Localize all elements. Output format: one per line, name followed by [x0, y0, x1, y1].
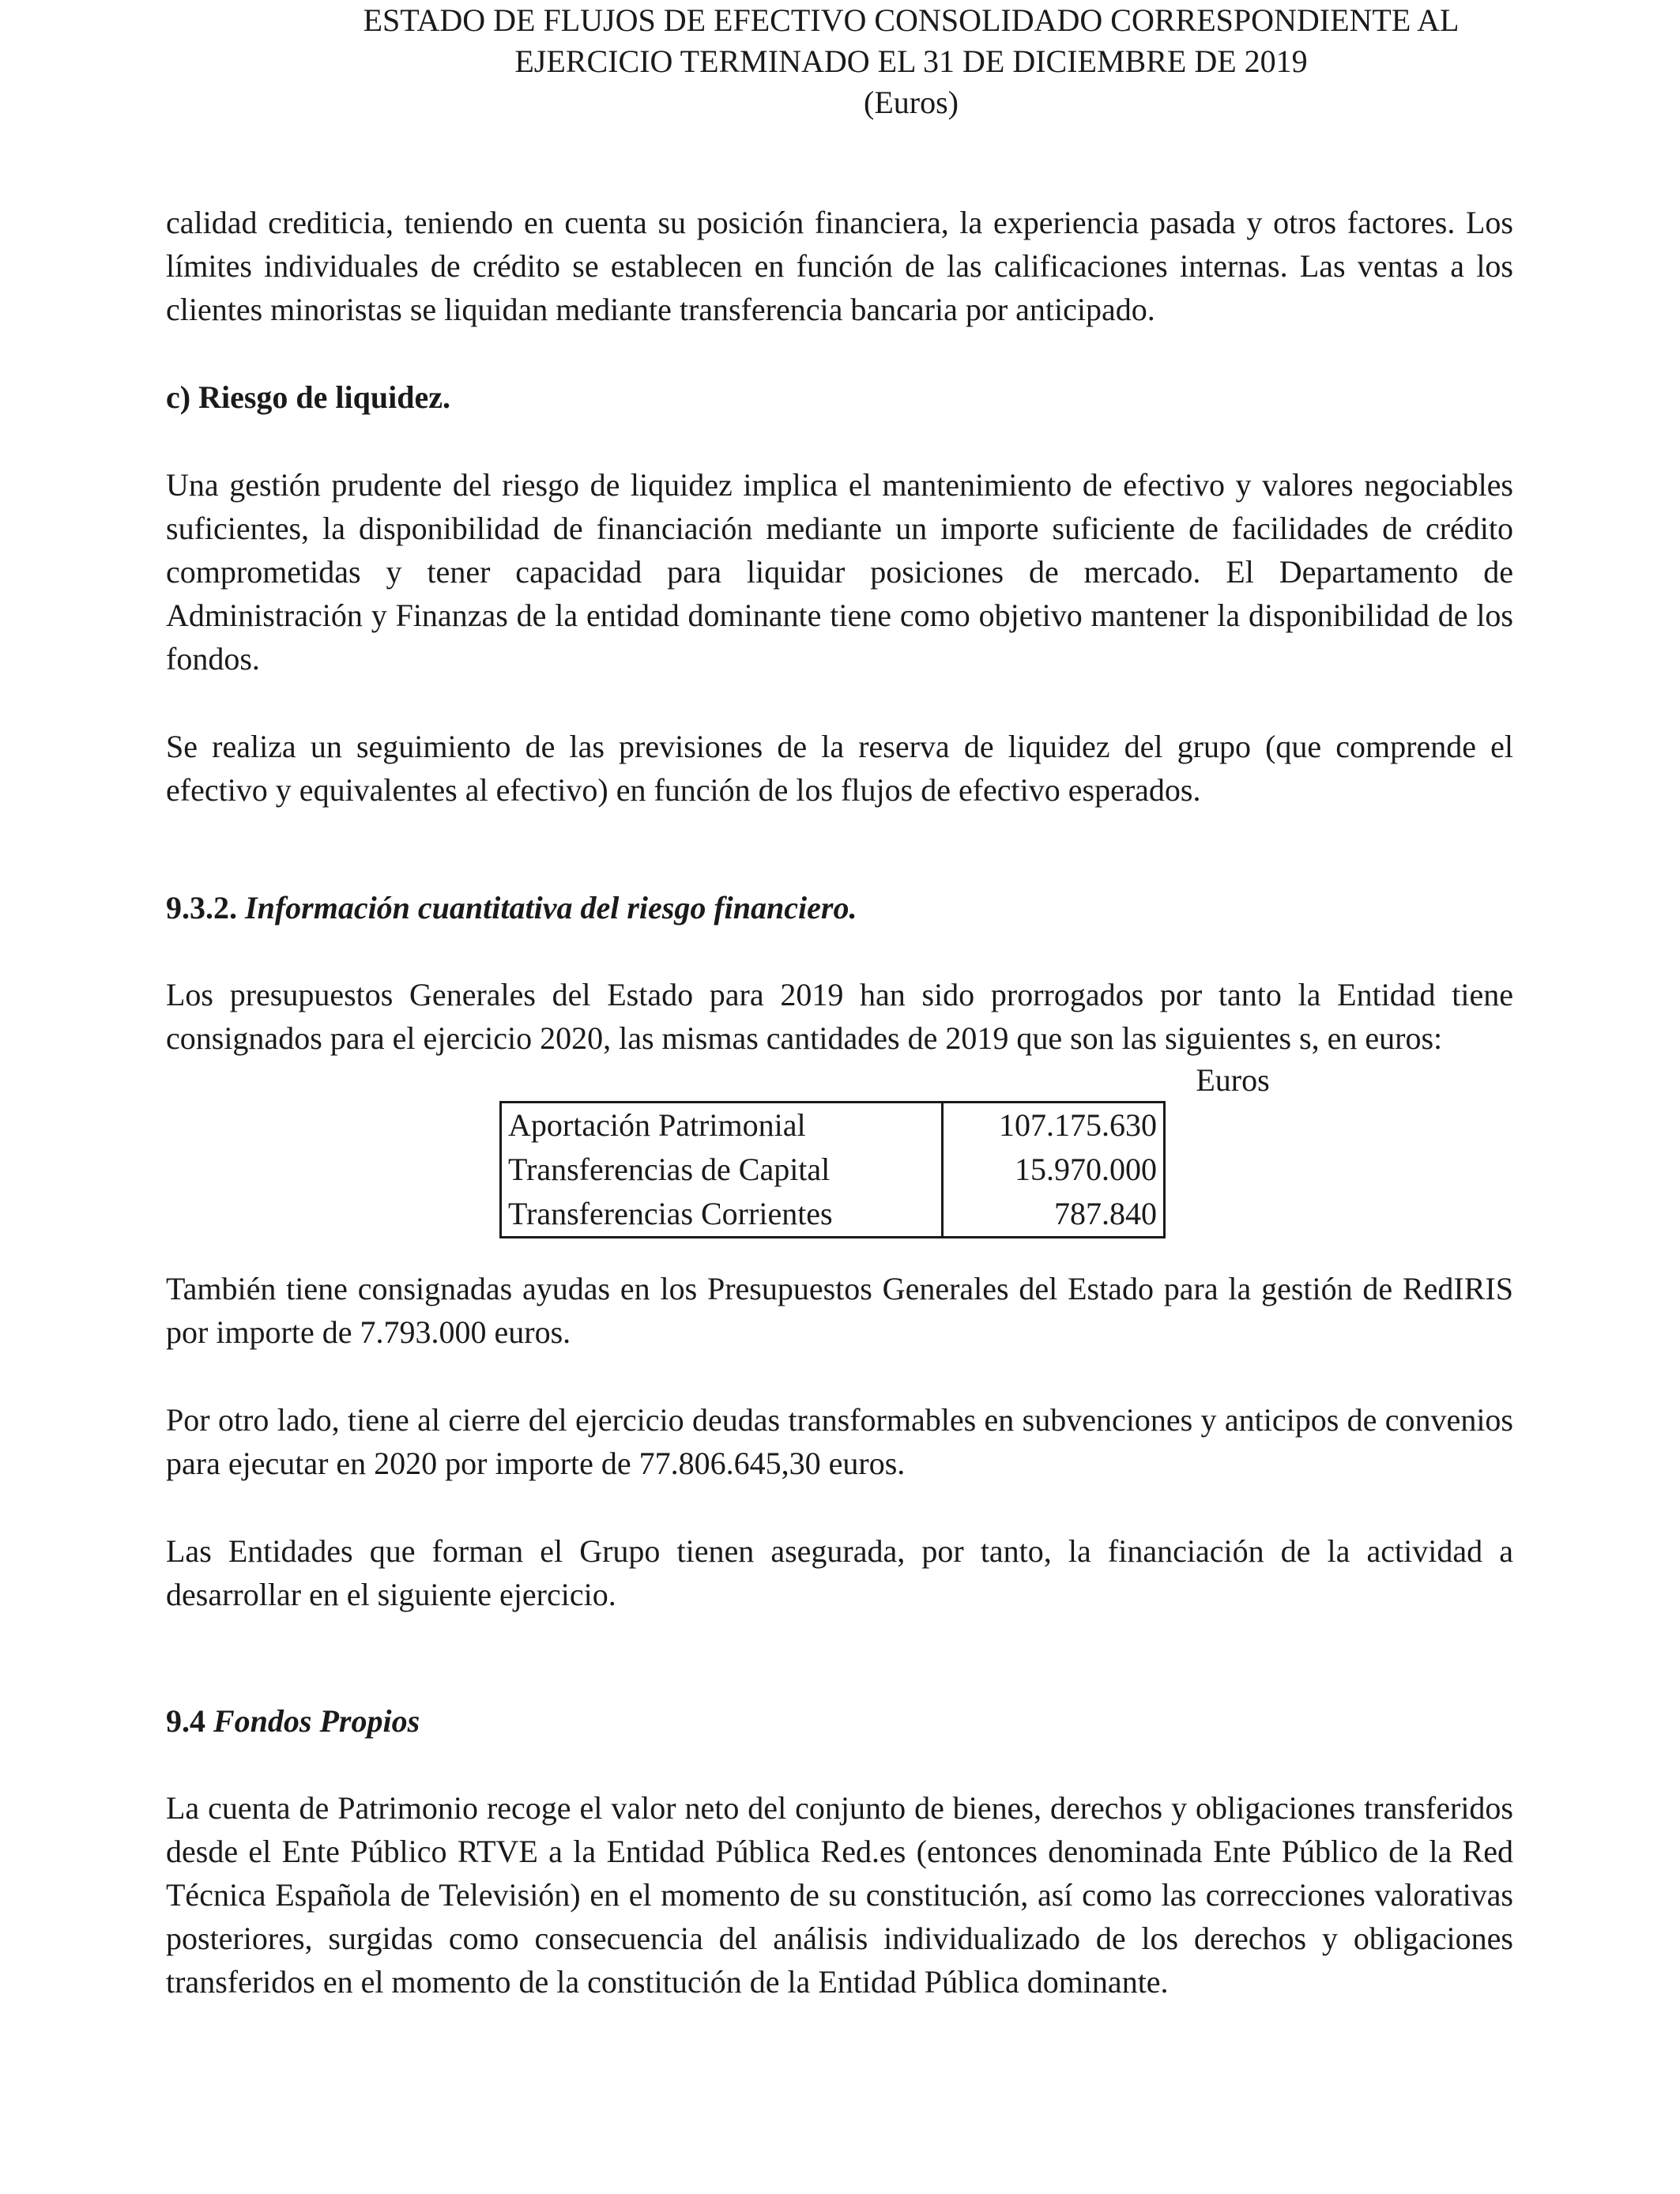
- table-cell-value: 787.840: [1054, 1196, 1157, 1231]
- table-row: [501, 1103, 1165, 1148]
- budget-table: [499, 1101, 1166, 1238]
- budget-table-caption: Euros: [1196, 1062, 1270, 1098]
- paragraph-budget-intro: Los presupuestos Generales del Estado para 2019 han sido prorrogados por tanto la Entidad tiene consignados para el ejercicio 2020, las mismas cantidades de 2019 que son las siguientes s, en euros:: [166, 977, 1513, 1056]
- page-header: [0, 0, 1680, 123]
- heading-94-number: 9.4: [166, 1703, 205, 1739]
- table-row: [501, 1192, 1165, 1238]
- heading-94: [166, 1699, 1513, 1743]
- table-cell-value: 15.970.000: [1015, 1152, 1157, 1187]
- paragraph-equity-account: La cuenta de Patrimonio recoge el valor neto del conjunto de bienes, derechos y obligaciones transferidos desde el Ente Público RTVE a la Entidad Pública Red.es (entonces denominada Ente Público de la Red Técnica Española de Televisión) en el momento de su constitución, así como las correcciones valorativas posteriores, surgidas como consecuencia del análisis individualizado de los derechos y obligaciones transferidos en el momento de la constitución de la Entidad Pública dominante.: [166, 1790, 1513, 2000]
- paragraph-liquidity-monitoring: Se realiza un seguimiento de las previsiones de la reserva de liquidez del grupo (que comprende el efectivo y equivalentes al efectivo) en función de los flujos de efectivo esperados.: [166, 729, 1513, 808]
- table-cell-label: Aportación Patrimonial: [501, 1103, 943, 1148]
- paragraph-liquidity-management: Una gestión prudente del riesgo de liquidez implica el mantenimiento de efectivo y valores negociables suficientes, la disponibilidad de financiación mediante un importe suficiente de facilidades de crédito comprometidas y tener capacidad para liquidar posiciones de mercado. El Departamento de Administración y Finanzas de la entidad dominante tiene como objetivo mantener la disponibilidad de los fondos.: [166, 467, 1513, 677]
- heading-94-title: Fondos Propios: [213, 1703, 420, 1739]
- heading-932-title: Información cuantitativa del riesgo financiero.: [245, 890, 857, 925]
- document-body: [166, 201, 1513, 2004]
- table-row: [501, 1148, 1165, 1192]
- paragraph-credit-quality: calidad crediticia, teniendo en cuenta su posición financiera, la experiencia pasada y otros factores. Los límites individuales de crédito se establecen en función de las calificaciones internas. Las ventas a los clientes minoristas se liquidan mediante transferencia bancaria por anticipado.: [166, 205, 1513, 327]
- paragraph-convertible-debts: Por otro lado, tiene al cierre del ejercicio deudas transformables en subvenciones y anticipos de convenios para ejecutar en 2020 por importe de 77.806.645,30 euros.: [166, 1402, 1513, 1481]
- table-cell-label: Transferencias Corrientes: [501, 1192, 943, 1238]
- heading-932-number: 9.3.2.: [166, 890, 237, 925]
- heading-932: [166, 886, 1513, 929]
- paragraph-rediris-aid: También tiene consignadas ayudas en los Presupuestos Generales del Estado para la gestión de RedIRIS por importe de 7.793.000 euros.: [166, 1271, 1513, 1350]
- table-cell-label: Transferencias de Capital: [501, 1148, 943, 1192]
- header-title-line-2: EJERCICIO TERMINADO EL 31 DE DICIEMBRE DE 2019: [514, 43, 1308, 79]
- header-title-line-1: ESTADO DE FLUJOS DE EFECTIVO CONSOLIDADO CORRESPONDIENTE AL: [363, 2, 1460, 38]
- table-cell-value: 107.175.630: [999, 1107, 1157, 1143]
- paragraph-financing-assured: Las Entidades que forman el Grupo tienen asegurada, por tanto, la financiación de la actividad a desarrollar en el siguiente ejercicio.: [166, 1533, 1513, 1612]
- budget-table-block: [166, 1060, 1513, 1231]
- header-currency: (Euros): [864, 85, 959, 120]
- heading-liquidity-risk: c) Riesgo de liquidez.: [166, 379, 450, 415]
